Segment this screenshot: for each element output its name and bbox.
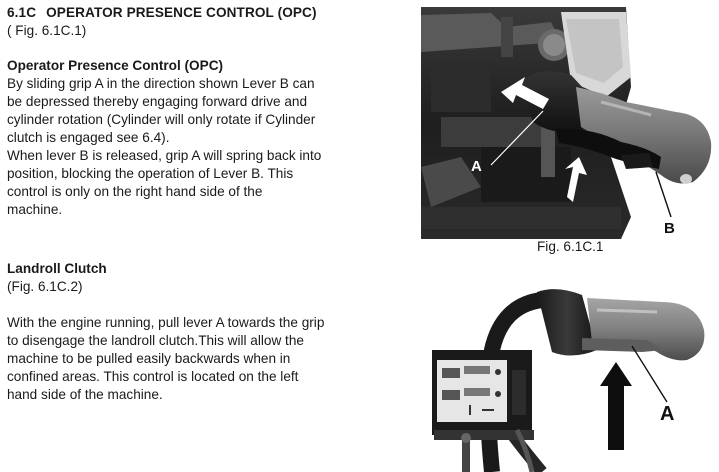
opc-photo-drawing <box>421 7 714 239</box>
landroll-heading: Landroll Clutch <box>7 261 107 276</box>
landroll-line: With the engine running, pull lever A towards the grip <box>7 315 325 330</box>
landroll-line: hand side of the machine. <box>7 387 163 402</box>
landroll-line: machine to be pulled easily backwards when in <box>7 351 291 366</box>
opc-line: By sliding grip A in the direction shown Lever B can <box>7 76 315 91</box>
section-number: 6.1C <box>7 5 37 20</box>
figure1-label-b: B <box>664 220 675 237</box>
landroll-figure-reference: (Fig. 6.1C.2) <box>7 279 83 294</box>
figure-opc-photo <box>421 7 714 239</box>
opc-heading: Operator Presence Control (OPC) <box>7 58 224 73</box>
section-figure-reference: ( Fig. 6.1C.1) <box>7 23 87 38</box>
landroll-line: confined areas. This control is located on the left <box>7 369 299 384</box>
figure1-label-a: A <box>471 158 482 175</box>
opc-line: position, blocking the operation of Lever B. This <box>7 166 294 181</box>
opc-line: cylinder rotation (Cylinder will only rotate if Cylinder <box>7 112 316 127</box>
opc-line: machine. <box>7 202 63 217</box>
section-heading <box>7 4 317 22</box>
figure-landroll-photo <box>432 280 719 472</box>
section-title: OPERATOR PRESENCE CONTROL (OPC) <box>46 5 317 20</box>
opc-line: When lever B is released, grip A will spring back into <box>7 148 322 163</box>
landroll-photo-drawing <box>432 280 719 472</box>
landroll-paragraph <box>7 314 324 404</box>
figure1-caption: Fig. 6.1C.1 <box>537 239 604 254</box>
opc-paragraph <box>7 75 321 219</box>
landroll-line: to disengage the landroll clutch.This will allow the <box>7 333 304 348</box>
opc-line: clutch is engaged see 6.4). <box>7 130 170 145</box>
figure2-label-a: A <box>660 403 675 425</box>
opc-line: control is only on the right hand side of the <box>7 184 263 199</box>
opc-line: be depressed thereby engaging forward drive and <box>7 94 308 109</box>
